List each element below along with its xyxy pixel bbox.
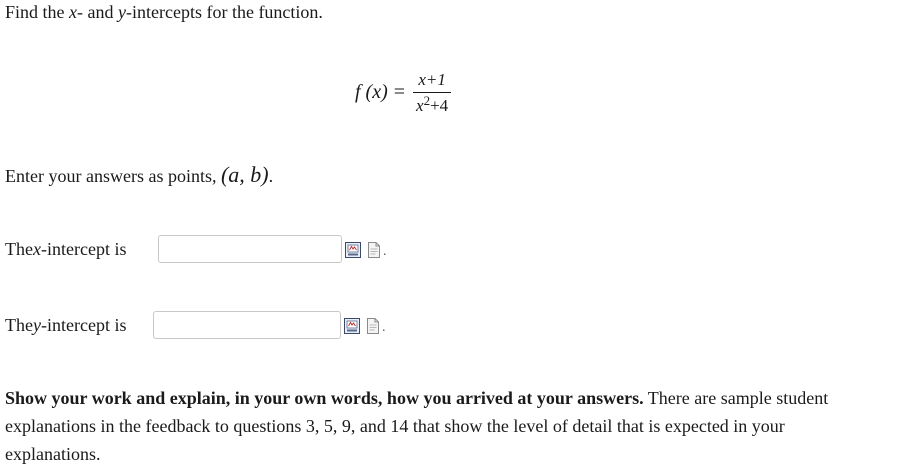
prompt-text-after: -intercepts for the function. [126, 2, 323, 22]
question-prompt [5, 2, 323, 23]
instructions-end: . [268, 166, 274, 186]
formula-equals: = [393, 80, 406, 103]
x-trailing-period: . [383, 244, 387, 259]
point-notation: (a, b) [220, 162, 269, 187]
denominator-exponent: 2 [423, 93, 431, 109]
prompt-var-x: x [69, 2, 78, 22]
denominator-rest: +4 [430, 96, 449, 116]
prompt-var-y: y [118, 2, 126, 22]
answer-instructions [5, 162, 273, 188]
y-intercept-input[interactable] [153, 311, 341, 339]
formula-fraction [413, 70, 451, 115]
fraction-bar [413, 92, 451, 94]
y-label-after: -intercept is [40, 314, 127, 335]
document-preview-icon[interactable] [366, 242, 382, 258]
y-label-before: The [5, 314, 33, 335]
formula-denominator [413, 94, 451, 114]
document-preview-icon[interactable] [365, 318, 381, 334]
function-formula [355, 64, 451, 120]
work-prompt-bold: Show your work and explain, in your own words, how you arrived at your answers. [5, 388, 644, 408]
x-label-var: x [32, 238, 41, 259]
y-trailing-period: . [382, 320, 386, 335]
prompt-text-middle: - and [77, 2, 118, 22]
x-label-before: The [5, 238, 33, 259]
y-intercept-label [5, 309, 126, 341]
work-explanation-prompt [5, 384, 865, 468]
work-prompt-rest: There are sample student explanations in the feedback to questions 3, 5, 9, and 14 that show the level of detail that is expected in your explanations. [5, 388, 829, 464]
denominator-base: x [416, 96, 424, 116]
y-label-var: y [32, 314, 41, 335]
formula-numerator: x+1 [418, 69, 446, 89]
formula-lhs: f (x) [355, 80, 388, 103]
equation-editor-icon[interactable] [345, 242, 361, 258]
x-intercept-input[interactable] [158, 235, 342, 263]
prompt-text-before: Find the [5, 2, 70, 22]
equation-editor-icon[interactable] [344, 318, 360, 334]
instructions-text: Enter your answers as points, [5, 166, 221, 186]
x-intercept-label [5, 233, 126, 265]
x-label-after: -intercept is [40, 238, 127, 259]
